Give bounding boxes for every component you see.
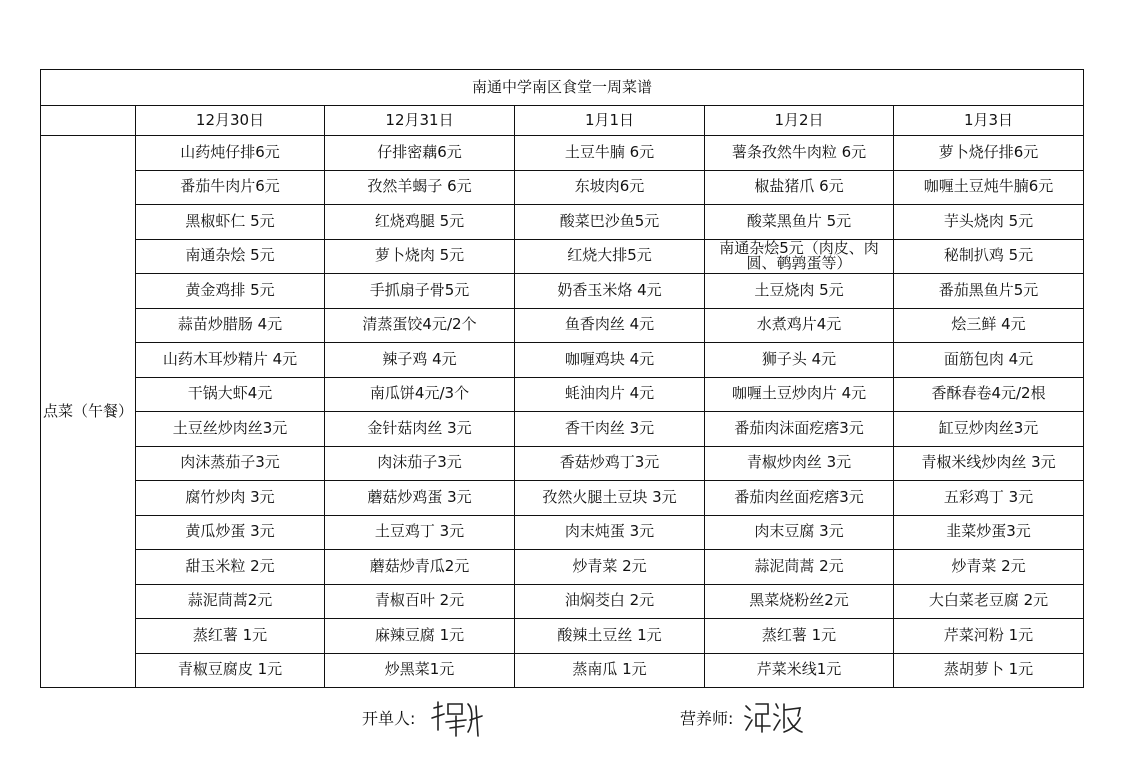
date-row [41, 106, 1084, 136]
dish-cell: 肉末豆腐 3元 [705, 515, 894, 550]
dish-cell: 黄瓜炒蛋 3元 [136, 515, 325, 550]
dish-cell: 萝卜烧肉 5元 [325, 239, 515, 274]
dish-cell: 咖喱土豆炖牛腩6元 [894, 170, 1084, 205]
dish-cell: 水煮鸡片4元 [705, 308, 894, 343]
dish-cell: 秘制扒鸡 5元 [894, 239, 1084, 274]
dish-cell: 腐竹炒肉 3元 [136, 481, 325, 516]
date-header: 1月2日 [705, 106, 894, 136]
dish-cell: 孜然火腿土豆块 3元 [515, 481, 705, 516]
menu-row [41, 584, 1084, 619]
dish-cell: 烩三鲜 4元 [894, 308, 1084, 343]
signature-area [0, 690, 1123, 750]
dish-cell: 香酥春卷4元/2根 [894, 377, 1084, 412]
menu-row [41, 481, 1084, 516]
dietitian-signature-image [742, 698, 806, 738]
dish-cell: 芹菜米线1元 [705, 653, 894, 688]
title-row [41, 70, 1084, 106]
dish-cell: 芹菜河粉 1元 [894, 619, 1084, 654]
dish-cell: 青椒豆腐皮 1元 [136, 653, 325, 688]
dish-cell: 金针菇肉丝 3元 [325, 412, 515, 447]
dish-cell: 青椒炒肉丝 3元 [705, 446, 894, 481]
dish-cell: 酸菜黑鱼片 5元 [705, 205, 894, 240]
menu-row [41, 308, 1084, 343]
dish-cell: 奶香玉米烙 4元 [515, 274, 705, 309]
menu-row [41, 619, 1084, 654]
dish-cell: 孜然羊蝎子 6元 [325, 170, 515, 205]
dish-cell: 蒸红薯 1元 [136, 619, 325, 654]
meal-type-label: 点菜（午餐） [41, 136, 136, 688]
date-header: 1月3日 [894, 106, 1084, 136]
dish-cell: 土豆丝炒肉丝3元 [136, 412, 325, 447]
menu-row [41, 653, 1084, 688]
dish-cell: 南通杂烩5元（肉皮、肉圆、鹌鹑蛋等） [705, 239, 894, 274]
dish-cell: 香菇炒鸡丁3元 [515, 446, 705, 481]
dish-cell: 咖喱土豆炒肉片 4元 [705, 377, 894, 412]
menu-row [41, 205, 1084, 240]
dish-cell: 土豆鸡丁 3元 [325, 515, 515, 550]
dish-cell: 土豆牛腩 6元 [515, 136, 705, 171]
dish-cell: 仔排密藕6元 [325, 136, 515, 171]
menu-row [41, 412, 1084, 447]
dish-cell: 番茄肉沫面疙瘩3元 [705, 412, 894, 447]
dish-cell: 炒黑菜1元 [325, 653, 515, 688]
dish-cell: 黑椒虾仁 5元 [136, 205, 325, 240]
dish-cell: 鱼香肉丝 4元 [515, 308, 705, 343]
dish-cell: 甜玉米粒 2元 [136, 550, 325, 585]
dish-cell: 肉沫蒸茄子3元 [136, 446, 325, 481]
menu-row [41, 343, 1084, 378]
issuer-signature-image [428, 696, 486, 740]
dish-cell: 辣子鸡 4元 [325, 343, 515, 378]
dish-cell: 酸辣土豆丝 1元 [515, 619, 705, 654]
menu-title: 南通中学南区食堂一周菜谱 [41, 70, 1084, 106]
dish-cell: 酸菜巴沙鱼5元 [515, 205, 705, 240]
dish-cell: 狮子头 4元 [705, 343, 894, 378]
dish-cell: 黑菜烧粉丝2元 [705, 584, 894, 619]
menu-row [41, 377, 1084, 412]
dish-cell: 黄金鸡排 5元 [136, 274, 325, 309]
dietitian-label: 营养师: [680, 709, 734, 728]
dish-cell: 山药炖仔排6元 [136, 136, 325, 171]
dish-cell: 蒸红薯 1元 [705, 619, 894, 654]
dish-cell: 薯条孜然牛肉粒 6元 [705, 136, 894, 171]
dish-cell: 炒青菜 2元 [894, 550, 1084, 585]
dish-cell: 肉末炖蛋 3元 [515, 515, 705, 550]
menu-row [41, 274, 1084, 309]
dish-cell: 油焖茭白 2元 [515, 584, 705, 619]
menu-row [41, 446, 1084, 481]
dish-cell: 蘑菇炒鸡蛋 3元 [325, 481, 515, 516]
dish-cell: 番茄肉丝面疙瘩3元 [705, 481, 894, 516]
dish-cell: 干锅大虾4元 [136, 377, 325, 412]
date-header: 12月31日 [325, 106, 515, 136]
dish-cell: 清蒸蛋饺4元/2个 [325, 308, 515, 343]
dish-cell: 韭菜炒蛋3元 [894, 515, 1084, 550]
dish-cell: 麻辣豆腐 1元 [325, 619, 515, 654]
dish-cell: 红烧鸡腿 5元 [325, 205, 515, 240]
menu-row [41, 239, 1084, 274]
dish-cell: 红烧大排5元 [515, 239, 705, 274]
dish-cell: 南通杂烩 5元 [136, 239, 325, 274]
dish-cell: 手抓扇子骨5元 [325, 274, 515, 309]
dish-cell: 青椒百叶 2元 [325, 584, 515, 619]
dish-cell: 番茄牛肉片6元 [136, 170, 325, 205]
dish-cell: 南瓜饼4元/3个 [325, 377, 515, 412]
dish-cell: 东坡肉6元 [515, 170, 705, 205]
menu-row [41, 136, 1084, 171]
date-header: 1月1日 [515, 106, 705, 136]
dish-cell: 蒜泥茼蒿 2元 [705, 550, 894, 585]
dish-cell: 面筋包肉 4元 [894, 343, 1084, 378]
dish-cell: 番茄黑鱼片5元 [894, 274, 1084, 309]
dish-cell: 大白菜老豆腐 2元 [894, 584, 1084, 619]
dish-cell: 土豆烧肉 5元 [705, 274, 894, 309]
dish-cell: 椒盐猪爪 6元 [705, 170, 894, 205]
dish-cell: 肉沫茄子3元 [325, 446, 515, 481]
dish-cell: 炒青菜 2元 [515, 550, 705, 585]
dish-cell: 蒸胡萝卜 1元 [894, 653, 1084, 688]
dish-cell: 蚝油肉片 4元 [515, 377, 705, 412]
menu-row [41, 515, 1084, 550]
dish-cell: 咖喱鸡块 4元 [515, 343, 705, 378]
dish-cell: 萝卜烧仔排6元 [894, 136, 1084, 171]
date-header: 12月30日 [136, 106, 325, 136]
dish-cell: 蘑菇炒青瓜2元 [325, 550, 515, 585]
dish-cell: 缸豆炒肉丝3元 [894, 412, 1084, 447]
issuer-label: 开单人: [362, 709, 416, 728]
menu-row [41, 550, 1084, 585]
dish-cell: 蒜泥茼蒿2元 [136, 584, 325, 619]
menu-row [41, 170, 1084, 205]
dish-cell: 青椒米线炒肉丝 3元 [894, 446, 1084, 481]
dish-cell: 香干肉丝 3元 [515, 412, 705, 447]
dish-cell: 蒸南瓜 1元 [515, 653, 705, 688]
dish-cell: 山药木耳炒精片 4元 [136, 343, 325, 378]
corner-cell [41, 106, 136, 136]
dish-cell: 芋头烧肉 5元 [894, 205, 1084, 240]
weekly-menu-table [40, 69, 1084, 688]
dish-cell: 五彩鸡丁 3元 [894, 481, 1084, 516]
dish-cell: 蒜苗炒腊肠 4元 [136, 308, 325, 343]
